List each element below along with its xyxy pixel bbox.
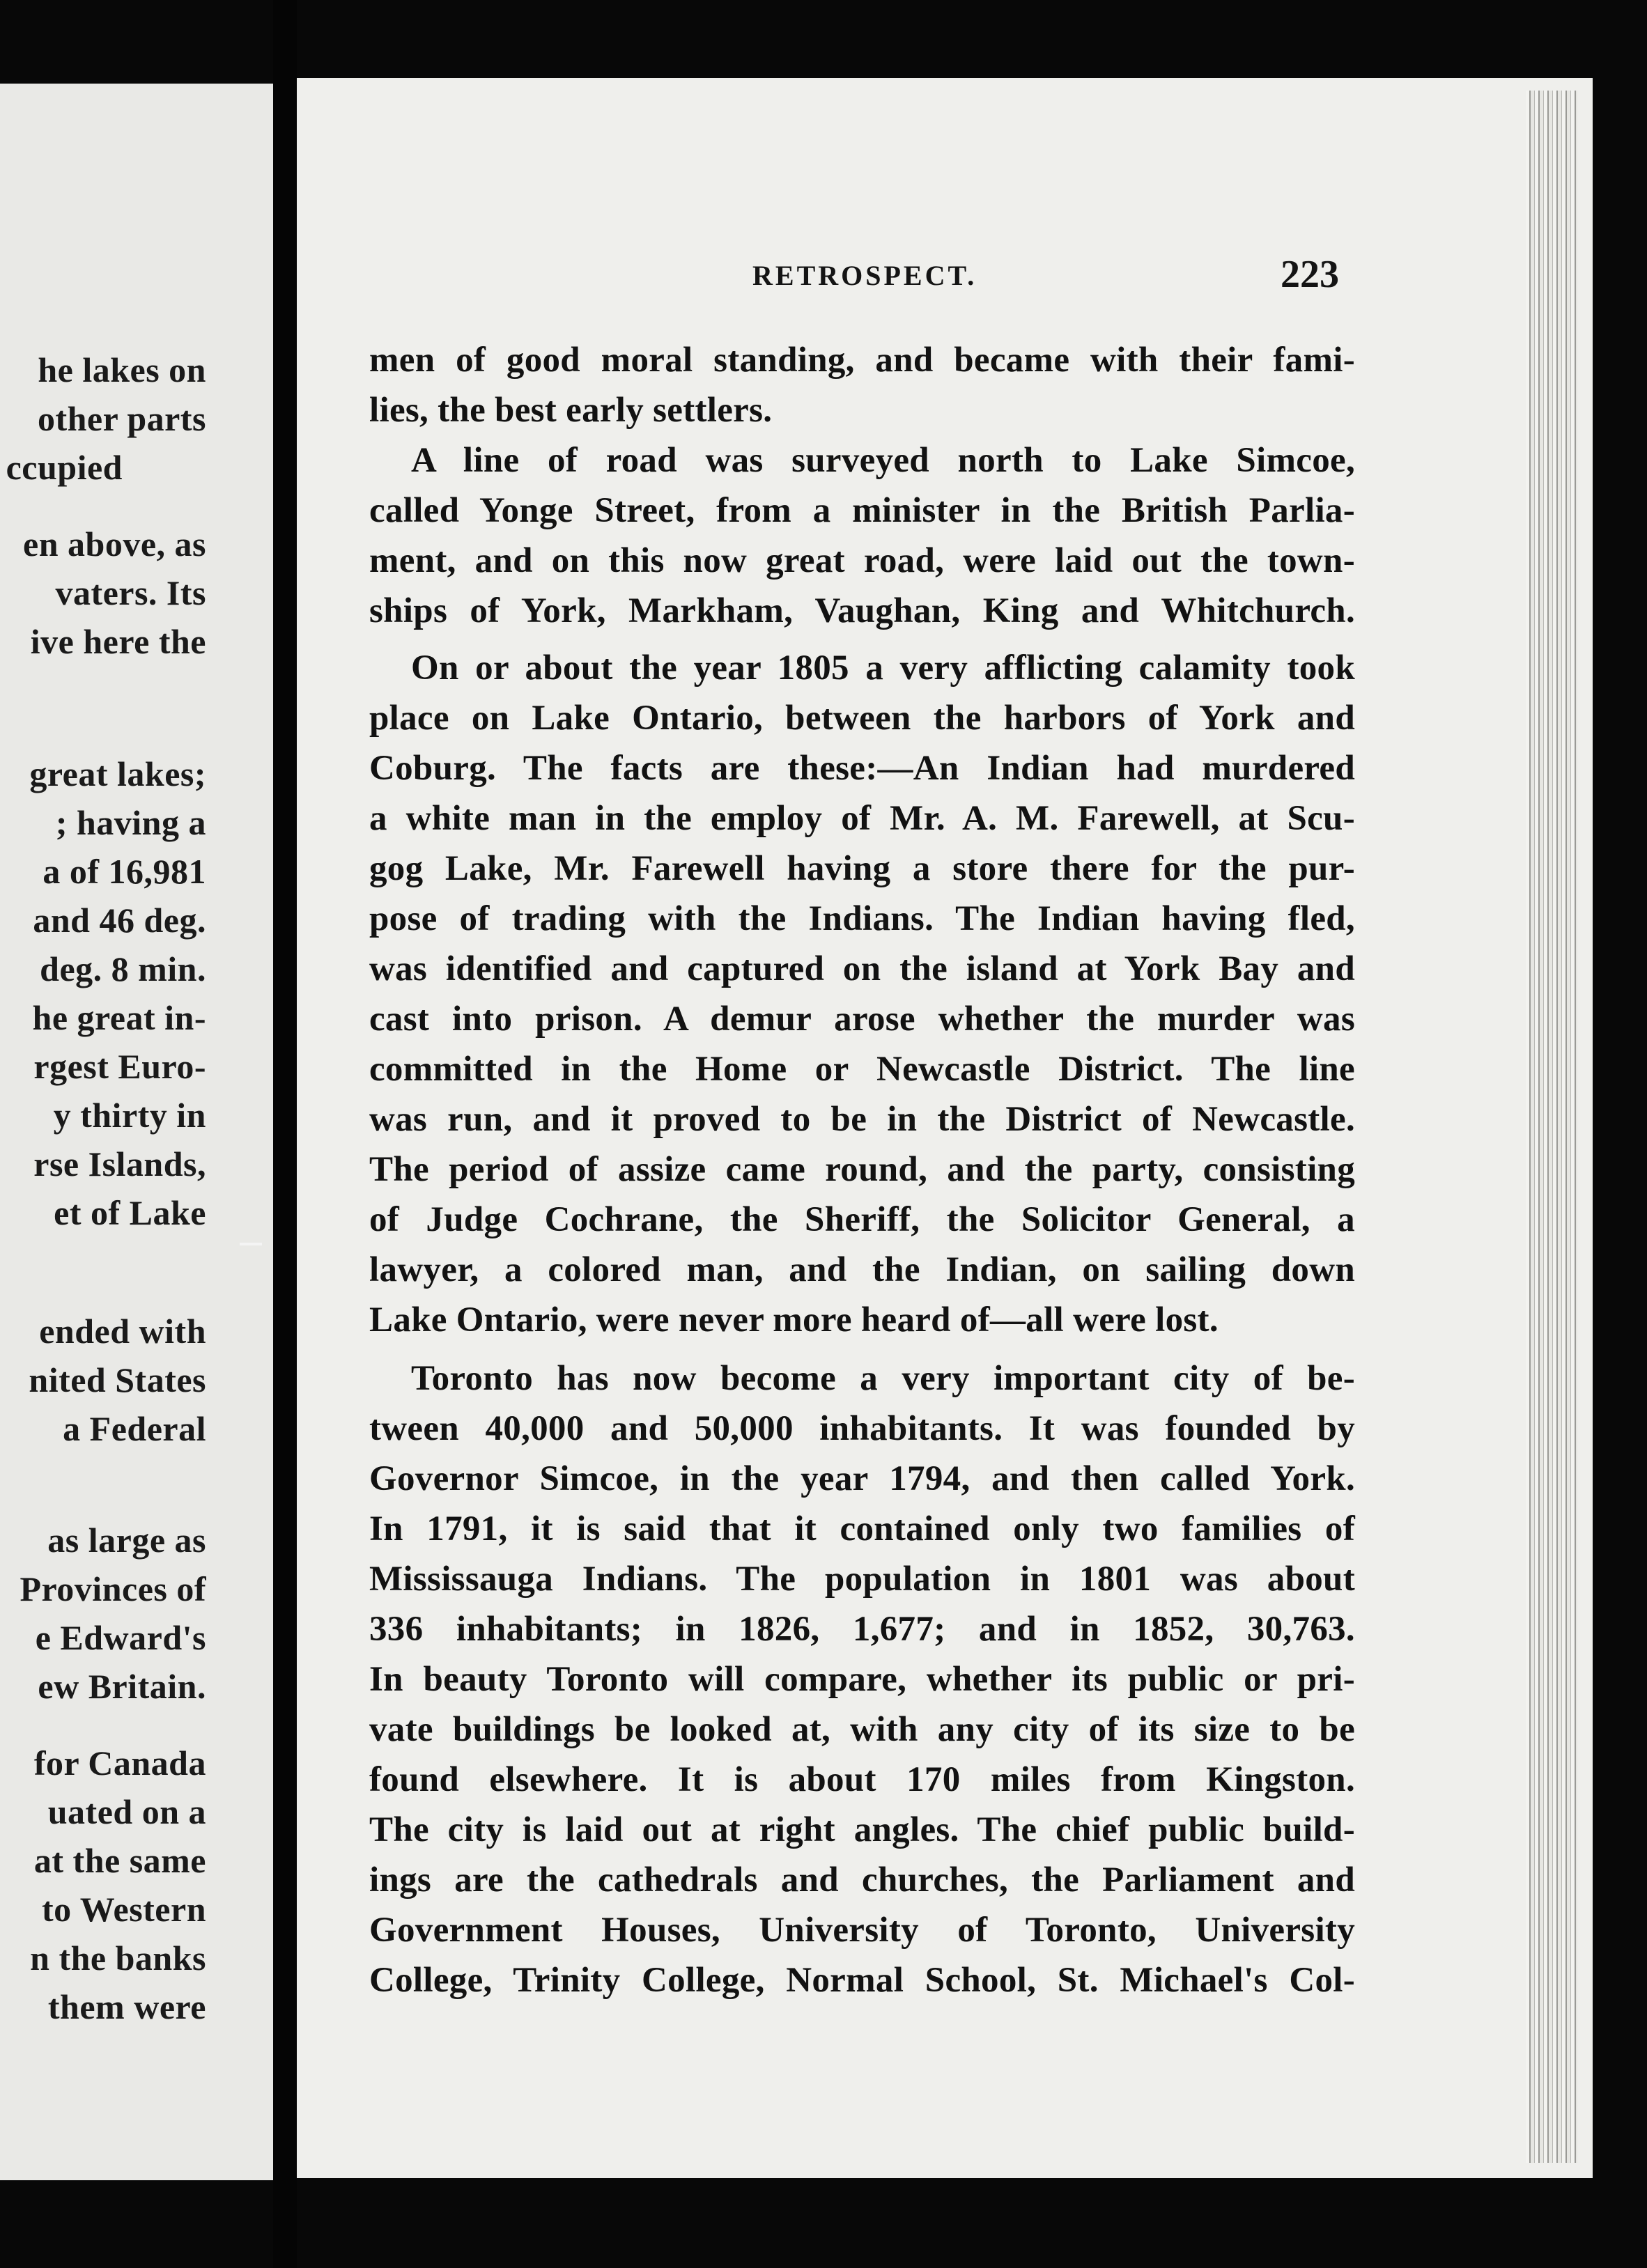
- left-page-line: ended with: [39, 1312, 206, 1351]
- body-line: In 1791, it is said that it contained only two families of: [369, 1509, 1355, 1548]
- body-line: Government Houses, University of Toronto, University: [369, 1911, 1355, 1950]
- body-line: ment, and on this now great road, were laid out the town-: [369, 541, 1355, 580]
- body-line: gog Lake, Mr. Farewell having a store there for the pur-: [369, 849, 1355, 888]
- left-page-line: ive here the: [30, 622, 206, 661]
- body-line: Governor Simcoe, in the year 1794, and then called York.: [369, 1459, 1355, 1498]
- left-page-fragment: [0, 84, 273, 2180]
- left-page-line: a Federal: [63, 1409, 206, 1448]
- body-line: College, Trinity College, Normal School, St. Michael's Col-: [369, 1961, 1355, 2000]
- left-page-line: he lakes on: [38, 350, 206, 389]
- left-page-line: rse Islands,: [33, 1144, 206, 1183]
- body-line: found elsewhere. It is about 170 miles from Kingston.: [369, 1760, 1355, 1799]
- left-page-line: a of 16,981: [42, 852, 206, 891]
- left-page-line: as large as: [47, 1521, 206, 1560]
- body-line: The period of assize came round, and the party, consisting: [369, 1150, 1355, 1189]
- left-page-line: at the same: [33, 1841, 206, 1880]
- left-page-line: Provinces of: [20, 1569, 206, 1608]
- left-page-line: et of Lake: [54, 1193, 206, 1232]
- body-line: called Yonge Street, from a minister in the British Parlia-: [369, 491, 1355, 530]
- body-line: 336 inhabitants; in 1826, 1,677; and in 1852, 30,763.: [369, 1610, 1355, 1649]
- body-line: ships of York, Markham, Vaughan, King and Whitchurch.: [369, 591, 1355, 630]
- body-line: cast into prison. A demur arose whether the murder was: [369, 1000, 1355, 1039]
- body-line: The city is laid out at right angles. The chief public build-: [369, 1810, 1355, 1849]
- body-line: men of good moral standing, and became with their fami-: [369, 341, 1355, 380]
- body-line: committed in the Home or Newcastle District. The line: [369, 1050, 1355, 1089]
- left-page-line: other parts: [37, 399, 206, 438]
- left-page-line: deg. 8 min.: [40, 949, 206, 988]
- left-page-line: ew Britain.: [38, 1667, 206, 1706]
- book-gutter: [273, 0, 297, 2268]
- left-page-line: uated on a: [47, 1792, 206, 1831]
- body-line: tween 40,000 and 50,000 inhabitants. It was founded by: [369, 1409, 1355, 1448]
- body-line: lawyer, a colored man, and the Indian, on sailing down: [369, 1250, 1355, 1289]
- body-line: a white man in the employ of Mr. A. M. Farewell, at Scu-: [369, 799, 1355, 838]
- left-page-line: n the banks: [30, 1939, 206, 1978]
- left-page-line: rgest Euro-: [33, 1047, 206, 1086]
- left-page-line: for Canada: [33, 1743, 206, 1782]
- left-page-line: vaters. Its: [55, 573, 206, 612]
- left-page-line: them were: [47, 1987, 206, 2026]
- body-line: was identified and captured on the island at York Bay and: [369, 949, 1355, 988]
- body-line: of Judge Cochrane, the Sheriff, the Solicitor General, a: [369, 1200, 1355, 1239]
- left-page-line: to Western: [42, 1890, 206, 1929]
- left-page-line: great lakes;: [29, 754, 206, 793]
- left-page-line: ccupied: [6, 448, 123, 487]
- body-line: lies, the best early settlers.: [369, 391, 773, 430]
- running-head: RETROSPECT.: [752, 260, 977, 291]
- page-edges: [1526, 91, 1577, 2163]
- body-line: was run, and it proved to be in the District of Newcastle.: [369, 1100, 1355, 1139]
- body-line: On or about the year 1805 a very afflicting calamity took: [411, 648, 1355, 688]
- left-page-line: en above, as: [23, 525, 206, 564]
- body-line: vate buildings be looked at, with any city of its size to be: [369, 1710, 1355, 1749]
- left-page-line: he great in-: [32, 998, 206, 1037]
- body-line: place on Lake Ontario, between the harbors of York and: [369, 699, 1355, 738]
- body-line: Toronto has now become a very important city of be-: [411, 1359, 1355, 1398]
- scan-mark: [240, 1243, 262, 1245]
- left-page-line: y thirty in: [53, 1096, 206, 1135]
- body-line: Coburg. The facts are these:—An Indian had murdered: [369, 749, 1355, 788]
- body-line: A line of road was surveyed north to Lake Simcoe,: [411, 441, 1355, 480]
- left-page-line: nited States: [29, 1360, 206, 1399]
- body-line: Mississauga Indians. The population in 1801 was about: [369, 1560, 1355, 1599]
- left-page-line: e Edward's: [35, 1618, 206, 1657]
- left-page-line: ; having a: [55, 803, 206, 842]
- body-line: Lake Ontario, were never more heard of—all were lost.: [369, 1300, 1219, 1339]
- left-page-line: and 46 deg.: [33, 901, 206, 940]
- body-line: pose of trading with the Indians. The Indian having fled,: [369, 899, 1355, 938]
- body-line: ings are the cathedrals and churches, the Parliament and: [369, 1861, 1355, 1900]
- body-line: In beauty Toronto will compare, whether its public or pri-: [369, 1660, 1355, 1699]
- page-number: 223: [1281, 253, 1339, 296]
